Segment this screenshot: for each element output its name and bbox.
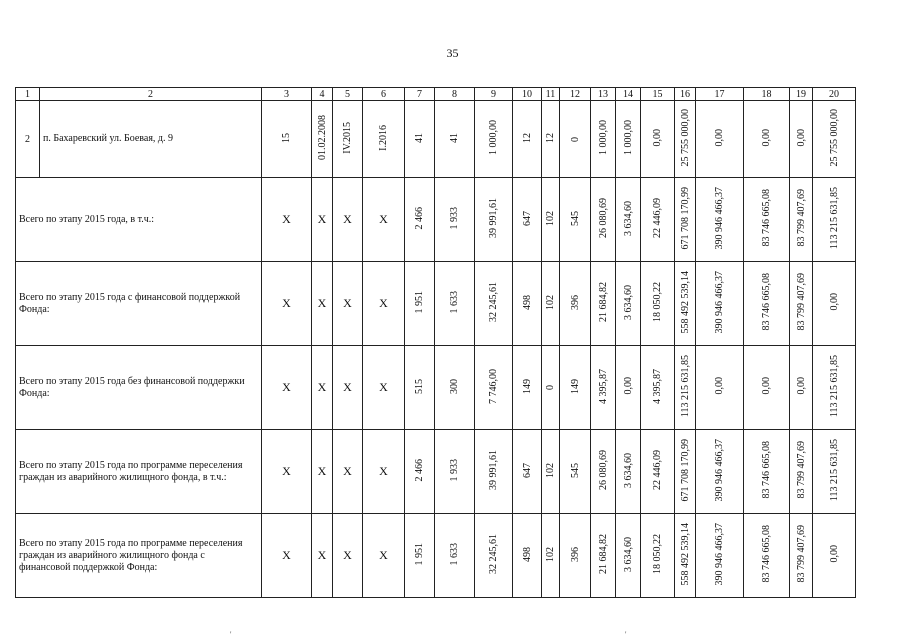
- cell-value: 1 000,00: [488, 120, 499, 155]
- cell-value: 558 492 539,14: [679, 270, 691, 334]
- table-cell: [363, 346, 405, 430]
- cell-value: X: [282, 548, 291, 562]
- table-cell: [513, 514, 542, 598]
- table-cell: [435, 430, 475, 514]
- table-cell: [591, 430, 616, 514]
- table-cell: [435, 178, 475, 262]
- cell-value: 0,00: [714, 377, 725, 395]
- table-cell: [790, 101, 813, 178]
- cell-value: 1 951: [414, 290, 425, 314]
- cell-value: 25 755 000,00: [828, 108, 840, 167]
- cell-value: 0,00: [828, 545, 840, 563]
- table-cell: [641, 101, 675, 178]
- cell-value: 32 245,61: [488, 282, 499, 322]
- table-cell: [262, 262, 312, 346]
- column-header: 12: [560, 88, 591, 101]
- cell-value: 83 799 407,69: [795, 441, 807, 499]
- cell-value: 22 446,09: [652, 450, 663, 490]
- table-cell: [262, 346, 312, 430]
- cell-value: 41: [414, 132, 425, 143]
- table-cell: [405, 101, 435, 178]
- table-cell: [696, 178, 744, 262]
- table-cell: [675, 178, 696, 262]
- table-cell: [744, 178, 790, 262]
- summary-label: Всего по этапу 2015 года по программе переселения граждан из аварийного жилищного фонда с финансовой поддержкой Фонда:: [16, 514, 262, 598]
- table-cell: [744, 430, 790, 514]
- cell-value: IV.2015: [342, 121, 353, 154]
- table-cell: [560, 262, 591, 346]
- cell-value: 545: [569, 210, 581, 226]
- table-cell: [675, 514, 696, 598]
- table-cell: [790, 262, 813, 346]
- row-number: 2: [16, 101, 40, 178]
- table-cell: [333, 101, 363, 178]
- cell-value: 0,00: [795, 377, 807, 395]
- table-cell: [435, 262, 475, 346]
- cell-value: X: [317, 548, 327, 562]
- cell-value: 396: [569, 294, 581, 310]
- cell-value: 83 799 407,69: [795, 189, 807, 247]
- table-cell: [405, 514, 435, 598]
- table-cell: [696, 346, 744, 430]
- table-cell: [675, 430, 696, 514]
- table-cell: [262, 514, 312, 598]
- scan-mark: ': [625, 630, 627, 639]
- table-cell: [696, 430, 744, 514]
- cell-value: 390 946 466,37: [714, 186, 725, 250]
- cell-value: 113 215 631,85: [828, 186, 840, 250]
- column-header: 17: [696, 88, 744, 101]
- table-cell: [475, 430, 513, 514]
- cell-value: 3 634,60: [622, 200, 634, 236]
- cell-value: 515: [414, 378, 425, 394]
- cell-value: 1 933: [449, 458, 460, 482]
- cell-value: 3 634,60: [622, 536, 634, 572]
- table-cell: [744, 346, 790, 430]
- cell-value: 149: [569, 378, 581, 394]
- table-cell: [560, 101, 591, 178]
- table-cell: [790, 430, 813, 514]
- table-cell: [790, 514, 813, 598]
- table-cell: [363, 262, 405, 346]
- column-header: 14: [616, 88, 641, 101]
- cell-value: 83 746 665,08: [761, 441, 772, 499]
- table-cell: [616, 178, 641, 262]
- cell-value: 390 946 466,37: [714, 522, 725, 586]
- cell-value: X: [379, 296, 388, 310]
- cell-value: 102: [545, 462, 556, 478]
- table-cell: [513, 430, 542, 514]
- cell-value: 83 746 665,08: [761, 273, 772, 331]
- cell-value: 671 708 170,99: [679, 438, 691, 502]
- cell-value: 390 946 466,37: [714, 438, 725, 502]
- cell-value: 113 215 631,85: [828, 354, 840, 418]
- summary-label: Всего по этапу 2015 года по программе переселения граждан из аварийного жилищного фонда, в т.ч.:: [16, 430, 262, 514]
- table-row-house: [16, 101, 856, 178]
- table-cell: [591, 346, 616, 430]
- table-cell: [744, 101, 790, 178]
- table-cell: [560, 178, 591, 262]
- table-cell: [616, 430, 641, 514]
- header-row: [16, 88, 856, 101]
- table-cell: [405, 346, 435, 430]
- cell-value: 1 951: [414, 542, 425, 566]
- cell-value: 1 000,00: [597, 120, 609, 155]
- table-cell: [591, 178, 616, 262]
- cell-value: X: [282, 380, 291, 394]
- column-header: 2: [40, 88, 262, 101]
- cell-value: 0,00: [828, 293, 840, 311]
- table-cell: [560, 514, 591, 598]
- column-header: 15: [641, 88, 675, 101]
- table-cell: [813, 430, 856, 514]
- table-cell: [813, 346, 856, 430]
- cell-value: 2 466: [414, 206, 425, 230]
- table-cell: [542, 178, 560, 262]
- table-cell: [333, 430, 363, 514]
- table-cell: [333, 346, 363, 430]
- column-header: 8: [435, 88, 475, 101]
- cell-value: 498: [521, 294, 533, 310]
- cell-value: X: [282, 464, 291, 478]
- scan-mark: ': [230, 630, 232, 639]
- cell-value: 671 708 170,99: [679, 186, 691, 250]
- table-cell: [475, 346, 513, 430]
- cell-value: 113 215 631,85: [679, 354, 691, 418]
- column-header: 6: [363, 88, 405, 101]
- table-cell: [641, 178, 675, 262]
- table-cell: [616, 514, 641, 598]
- table-cell: [591, 101, 616, 178]
- cell-value: 149: [521, 378, 533, 394]
- table-cell: [616, 346, 641, 430]
- cell-value: 7 746,00: [488, 368, 499, 404]
- table-cell: [312, 430, 333, 514]
- column-header: 13: [591, 88, 616, 101]
- cell-value: X: [343, 464, 352, 478]
- cell-value: 647: [521, 462, 533, 478]
- table-cell: [405, 262, 435, 346]
- table-cell: [312, 178, 333, 262]
- cell-value: X: [379, 548, 388, 562]
- table-cell: [744, 262, 790, 346]
- table-cell: [542, 262, 560, 346]
- table-cell: [312, 346, 333, 430]
- table-row-summary: [16, 178, 856, 262]
- cell-value: 15: [281, 132, 292, 143]
- table-cell: [790, 178, 813, 262]
- table-cell: [696, 262, 744, 346]
- cell-value: 32 245,61: [488, 534, 499, 574]
- table-row-summary: [16, 262, 856, 346]
- cell-value: 113 215 631,85: [828, 438, 840, 502]
- cell-value: 0: [569, 136, 581, 142]
- table-cell: [813, 101, 856, 178]
- table-cell: [475, 514, 513, 598]
- column-header: 18: [744, 88, 790, 101]
- cell-value: 647: [521, 210, 533, 226]
- cell-value: 83 746 665,08: [761, 189, 772, 247]
- cell-value: X: [379, 380, 388, 394]
- table-row-summary: [16, 346, 856, 430]
- column-header: 20: [813, 88, 856, 101]
- cell-value: X: [343, 212, 352, 226]
- table-cell: [616, 262, 641, 346]
- table-cell: [513, 101, 542, 178]
- cell-value: 1 933: [449, 206, 460, 230]
- table-cell: [560, 430, 591, 514]
- cell-value: 18 050,22: [652, 282, 663, 322]
- table-cell: [790, 346, 813, 430]
- cell-value: 12: [521, 132, 533, 143]
- column-header: 11: [542, 88, 560, 101]
- table-cell: [513, 178, 542, 262]
- cell-value: X: [282, 212, 291, 226]
- table-cell: [675, 346, 696, 430]
- cell-value: 300: [449, 378, 460, 394]
- cell-value: 01.02.2008: [316, 115, 328, 160]
- table-cell: [560, 346, 591, 430]
- table-cell: [542, 514, 560, 598]
- cell-value: 2 466: [414, 458, 425, 482]
- table-cell: [262, 178, 312, 262]
- cell-value: 0,00: [622, 377, 634, 395]
- table-cell: [333, 178, 363, 262]
- cell-value: X: [379, 212, 388, 226]
- column-header: 7: [405, 88, 435, 101]
- column-header: 4: [312, 88, 333, 101]
- summary-label: Всего по этапу 2015 года, в т.ч.:: [16, 178, 262, 262]
- table-cell: [513, 346, 542, 430]
- cell-value: 18 050,22: [652, 534, 663, 574]
- table-cell: [475, 101, 513, 178]
- cell-value: X: [343, 548, 352, 562]
- table-cell: [813, 262, 856, 346]
- cell-value: 12: [545, 132, 556, 143]
- cell-value: X: [282, 296, 291, 310]
- table-cell: [616, 101, 641, 178]
- cell-value: 0,00: [761, 377, 772, 395]
- table-cell: [312, 514, 333, 598]
- table-cell: [405, 430, 435, 514]
- cell-value: X: [343, 380, 352, 394]
- cell-value: 83 799 407,69: [795, 273, 807, 331]
- column-header: 16: [675, 88, 696, 101]
- table-cell: [744, 514, 790, 598]
- summary-label: Всего по этапу 2015 года с финансовой поддержкой Фонда:: [16, 262, 262, 346]
- table-cell: [696, 514, 744, 598]
- cell-value: 83 746 665,08: [761, 525, 772, 583]
- table-cell: [542, 346, 560, 430]
- table-cell: [363, 101, 405, 178]
- table-cell: [813, 514, 856, 598]
- table-cell: [542, 430, 560, 514]
- cell-value: 83 799 407,69: [795, 525, 807, 583]
- cell-value: 396: [569, 546, 581, 562]
- cell-value: 102: [545, 210, 556, 226]
- table-cell: [813, 178, 856, 262]
- table-cell: [405, 178, 435, 262]
- table-cell: [262, 101, 312, 178]
- table-cell: [435, 514, 475, 598]
- table-cell: [363, 514, 405, 598]
- cell-value: 41: [449, 132, 460, 143]
- cell-value: 4 395,87: [652, 368, 663, 404]
- table-cell: [513, 262, 542, 346]
- table-cell: [696, 101, 744, 178]
- cell-value: 1 633: [449, 542, 460, 566]
- table-row-summary: [16, 430, 856, 514]
- cell-value: 498: [521, 546, 533, 562]
- table-cell: [675, 262, 696, 346]
- cell-value: 0: [545, 385, 556, 390]
- cell-value: 4 395,87: [597, 368, 609, 404]
- cell-value: 102: [545, 294, 556, 310]
- table-cell: [435, 346, 475, 430]
- column-header: 1: [16, 88, 40, 101]
- cell-value: 558 492 539,14: [679, 522, 691, 586]
- table-row-summary: [16, 514, 856, 598]
- cell-value: 39 991,61: [488, 198, 499, 238]
- cell-value: 102: [545, 546, 556, 562]
- column-header: 9: [475, 88, 513, 101]
- table-cell: [542, 101, 560, 178]
- house-address: п. Бахаревский ул. Боевая, д. 9: [40, 101, 262, 178]
- summary-label: Всего по этапу 2015 года без финансовой поддержки Фонда:: [16, 346, 262, 430]
- cell-value: 39 991,61: [488, 450, 499, 490]
- column-header: 19: [790, 88, 813, 101]
- cell-value: X: [379, 464, 388, 478]
- table-cell: [675, 101, 696, 178]
- cell-value: 0,00: [714, 128, 725, 147]
- cell-value: 26 080,69: [597, 198, 609, 238]
- column-header: 5: [333, 88, 363, 101]
- cell-value: 1 633: [449, 290, 460, 314]
- cell-value: 0,00: [761, 128, 772, 147]
- table-cell: [591, 262, 616, 346]
- program-table: [15, 87, 856, 598]
- cell-value: 22 446,09: [652, 198, 663, 238]
- table-cell: [475, 262, 513, 346]
- table-cell: [312, 262, 333, 346]
- cell-value: 21 684,82: [597, 282, 609, 322]
- table-cell: [363, 430, 405, 514]
- cell-value: 21 684,82: [597, 534, 609, 574]
- cell-value: 3 634,60: [622, 284, 634, 320]
- cell-value: X: [317, 212, 327, 226]
- cell-value: X: [317, 296, 327, 310]
- cell-value: 545: [569, 462, 581, 478]
- table-cell: [641, 346, 675, 430]
- cell-value: 26 080,69: [597, 450, 609, 490]
- cell-value: I.2016: [378, 124, 389, 151]
- table-cell: [435, 101, 475, 178]
- cell-value: X: [317, 380, 327, 394]
- column-header: 10: [513, 88, 542, 101]
- table-cell: [641, 262, 675, 346]
- cell-value: 0,00: [652, 128, 663, 147]
- table-cell: [641, 430, 675, 514]
- cell-value: 0,00: [795, 128, 807, 147]
- table-cell: [363, 178, 405, 262]
- cell-value: 25 755 000,00: [679, 108, 691, 167]
- cell-value: 1 000,00: [622, 120, 634, 155]
- table-cell: [262, 430, 312, 514]
- column-header: 3: [262, 88, 312, 101]
- page-number: 35: [446, 46, 459, 60]
- table-cell: [641, 514, 675, 598]
- table-cell: [333, 514, 363, 598]
- table-cell: [333, 262, 363, 346]
- table-cell: [312, 101, 333, 178]
- cell-value: 3 634,60: [622, 452, 634, 488]
- cell-value: 390 946 466,37: [714, 270, 725, 334]
- cell-value: X: [317, 464, 327, 478]
- table-cell: [475, 178, 513, 262]
- table-cell: [591, 514, 616, 598]
- cell-value: X: [343, 296, 352, 310]
